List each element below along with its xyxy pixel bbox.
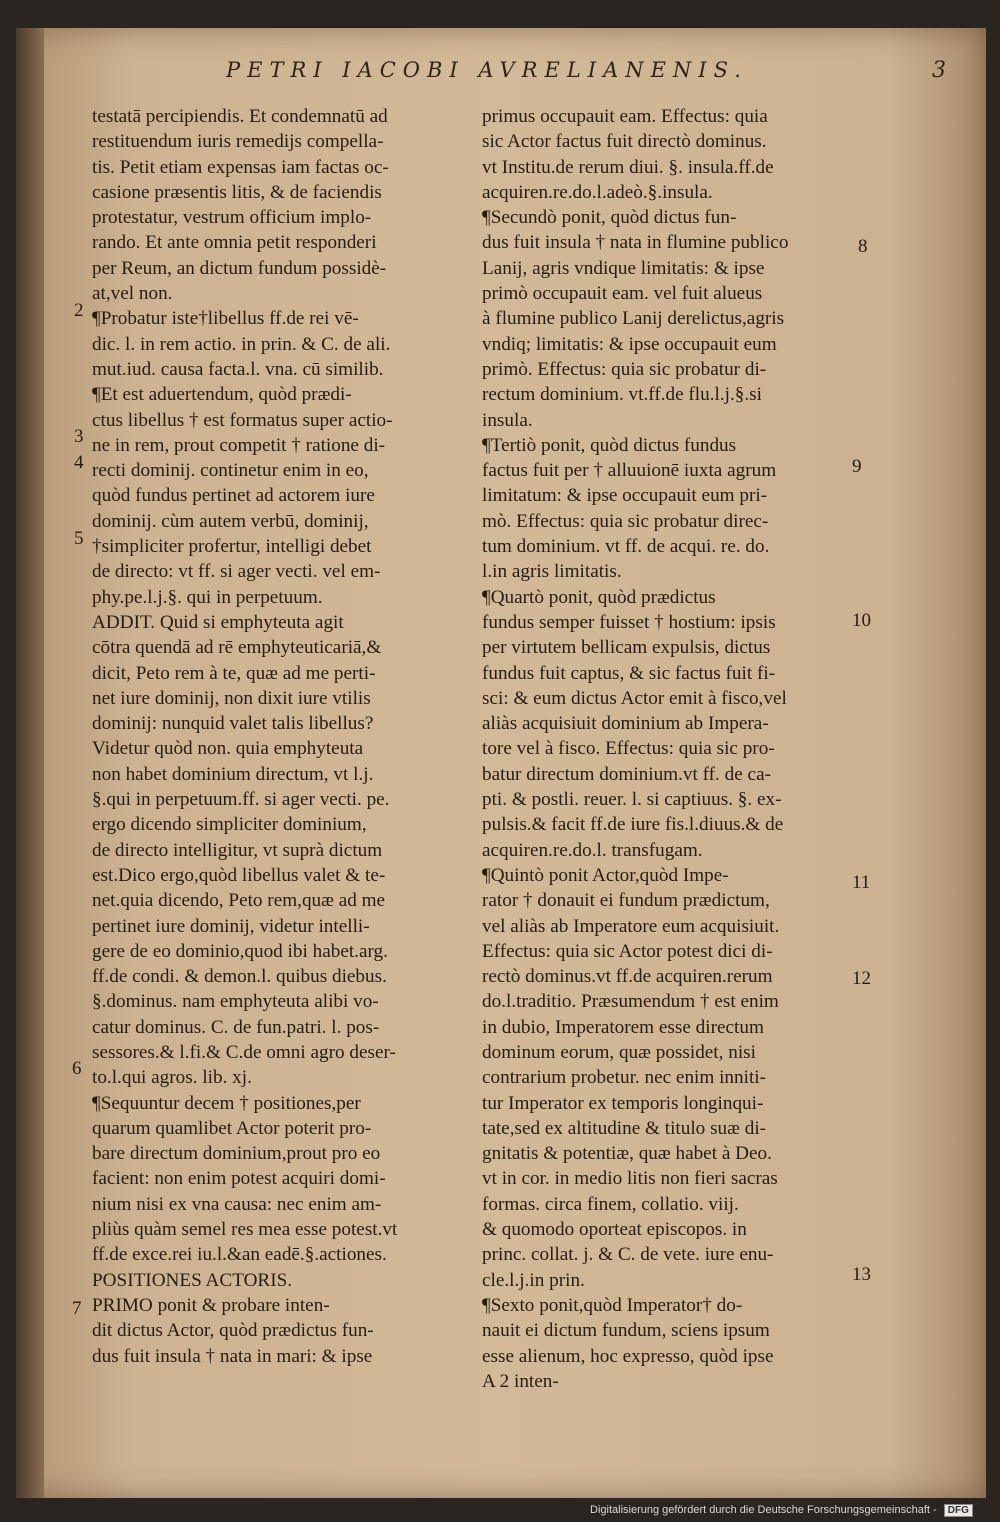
text-line: PRIMO ponit & probare inten- [92,1294,330,1316]
text-line: dominij. cùm autem verbū, dominij, [92,510,369,532]
text-line: rectò dominus.vt ff.de acquiren.rerum [482,966,773,988]
text-line: vndiq; limitatis: & ipse occupauit eum [482,333,777,355]
text-line: rectum dominium. vt.ff.de flu.l.j.§.si [482,384,762,406]
credit-text: Digitalisierung gefördert durch die Deutsche Forschungsgemeinschaft - [590,1504,937,1516]
page-number: 3 [932,58,946,83]
margin-note-number: 8 [858,236,868,257]
text-line: acquiren.re.do.l. transfugam. [482,839,703,861]
text-line: phy.pe.l.j.§. qui in perpetuum. [92,586,323,608]
text-line: ergo dicendo simpliciter dominium, [92,814,367,836]
margin-note-number: 12 [852,968,871,989]
text-line: sic Actor factus fuit directò dominus. [482,131,767,153]
margin-note-number: 4 [74,452,84,473]
text-line: princ. collat. j. & C. de vete. iure enu- [482,1244,774,1266]
text-line: rator † donauit ei fundum prædictum, [482,890,770,912]
text-line: primò. Effectus: quia sic probatur di- [482,358,767,380]
text-line: insula. [482,409,533,431]
margin-note-number: 11 [852,872,871,893]
text-line: to.l.qui agros. lib. xj. [92,1067,252,1089]
text-line: tore vel à fisco. Effectus: quia sic pro- [482,738,775,760]
text-line: nauit ei dictum fundum, sciens ipsum [482,1320,770,1342]
text-line: fundus semper fuisset † hostium: ipsis [482,611,776,633]
digitization-credit [590,1504,970,1520]
text-line: & quomodo oporteat episcopos. in [482,1219,747,1241]
text-line: †simpliciter profertur, intelligi debet [92,536,372,558]
text-line: contrarium probetur. nec enim inniti- [482,1067,766,1089]
margin-note-number: 6 [72,1058,82,1079]
text-line: at,vel non. [92,283,173,305]
text-line: dic. l. in rem actio. in prin. & C. de ali. [92,333,391,355]
text-line: pulsis.& facit ff.de iure fis.l.diuus.& de [482,814,784,836]
text-line: quarum quamlibet Actor poterit pro- [92,1117,372,1139]
text-line: gere de eo dominio,quod ibi habet.arg. [92,940,388,962]
text-line: net.quia dicendo, Peto rem,quæ ad me [92,890,386,912]
text-line: per Reum, an dictum fundum possidè- [92,257,387,279]
text-line: catur dominus. C. de fun.patri. l. pos- [92,1016,380,1038]
text-line: de directo: vt ff. si ager vecti. vel em- [92,561,381,583]
text-line: dominum eorum, quæ possidet, nisi [482,1041,756,1063]
text-line: Lanij, agris vndique limitatis: & ipse [482,257,765,279]
text-line: testatā percipiendis. Et condemnatū ad [92,106,388,127]
text-line: Videtur quòd non. quia emphyteuta [92,738,364,760]
text-line: mò. Effectus: quia sic probatur direc- [482,510,769,532]
text-line: ¶Probatur iste†libellus ff.de rei vē- [92,308,359,330]
text-line: facient: non enim potest acquiri domi- [92,1168,386,1190]
text-line: ¶Tertiò ponit, quòd dictus fundus [482,434,737,456]
text-line: factus fuit per † alluuionē iuxta agrum [482,460,777,482]
margin-note-number: 5 [74,528,84,549]
text-line: per virtutem bellicam expulsis, dictus [482,637,771,659]
text-line: esse alienum, hoc expresso, quòd ipse [482,1345,774,1367]
margin-note-number: 9 [852,456,862,477]
text-line: primus occupauit eam. Effectus: quia [482,106,768,127]
text-line: ne in rem, prout competit † ratione di- [92,434,386,456]
text-line: à flumine publico Lanij derelictus,agris [482,308,785,330]
text-line: tis. Petit etiam expensas iam factas oc- [92,156,389,178]
running-header [226,52,946,92]
margin-note-number: 3 [74,426,84,447]
margin-note-number: 2 [74,300,84,321]
text-line: est.Dico ergo,quòd libellus valet & te- [92,864,386,886]
text-line: ¶Sequuntur decem † positiones,per [92,1092,361,1114]
text-line: pti. & postli. reuer. l. si captiuus. §. ex- [482,789,782,811]
text-line: nium nisi ex vna causa: nec enim am- [92,1193,382,1215]
text-line: dus fuit insula † nata in flumine publico [482,232,789,254]
text-line: dicit, Peto rem à te, quæ ad me perti- [92,662,376,684]
text-line: tur Imperator ex temporis longinqui- [482,1092,764,1114]
text-line: ¶Secundò ponit, quòd dictus fun- [482,207,737,229]
text-line: vt in cor. in medio litis non fieri sacras [482,1168,778,1190]
text-line: §.qui in perpetuum.ff. si ager vecti. pe. [92,789,390,811]
text-line: dit dictus Actor, quòd prædictus fun- [92,1320,374,1342]
text-line: ff.de exce.rei iu.l.&an eadē.§.actiones. [92,1244,387,1266]
margin-note-number: 10 [852,610,871,631]
text-line: tate,sed ex altitudine & titulo suæ di- [482,1117,767,1139]
text-line: de directo intelligitur, vt suprà dictum [92,839,383,861]
text-line: sessores.& l.fi.& C.de omni agro deser- [92,1041,396,1063]
dfg-logo-badge: DFG [944,1504,973,1517]
text-line: ADDIT. Quid si emphyteuta agit [92,611,344,633]
text-line: ff.de condi. & demon.l. quibus diebus. [92,966,387,988]
text-line: fundus fuit captus, & sic factus fuit fi- [482,662,776,684]
text-line: protestatur, vestrum officium implo- [92,207,372,229]
text-line: sci: & eum dictus Actor emit à fisco,vel [482,687,787,709]
text-line: A 2 inten- [482,1370,559,1392]
text-line: tum dominium. vt ff. de acqui. re. do. [482,536,770,558]
text-line: formas. circa finem, collatio. viij. [482,1193,739,1215]
text-line: acquiren.re.do.l.adeò.§.insula. [482,181,713,203]
margin-note-number: 7 [72,1298,82,1319]
text-line: l.in agris limitatis. [482,561,622,583]
right-text-column [482,104,846,1394]
left-text-column [92,104,462,1369]
text-line: quòd fundus pertinet ad actorem iure [92,485,375,507]
text-line: limitatum: & ipse occupauit eum pri- [482,485,768,507]
text-line: primò occupauit eam. vel fuit alueus [482,283,763,305]
text-line: pliùs quàm semel res mea esse potest.vt [92,1219,398,1241]
text-line: do.l.traditio. Præsumendum † est enim [482,991,779,1013]
page-binding-edge [16,28,44,1498]
text-line: aliàs acquisiuit dominium ab Impera- [482,713,769,735]
text-line: mut.iud. causa facta.l. vna. cū similib. [92,358,384,380]
text-line: vt Institu.de rerum diui. §. insula.ff.de [482,156,774,178]
text-line: pertinet iure dominij, videtur intelli- [92,915,370,937]
text-line: cōtra quendā ad rē emphyteuticariā,& [92,637,382,659]
text-line: §.dominus. nam emphyteuta alibi vo- [92,991,379,1013]
text-line: bare directum dominium,prout pro eo [92,1143,381,1165]
text-line: Effectus: quia sic Actor potest dici di- [482,940,773,962]
text-line: cle.l.j.in prin. [482,1269,585,1291]
text-line: net iure dominij, non dixit iure vtilis [92,687,371,709]
margin-note-number: 13 [852,1264,871,1285]
text-line: casione præsentis litis, & de faciendis [92,181,382,203]
text-line: restituendum iuris remedijs compella- [92,131,384,153]
text-line: ¶Quintò ponit Actor,quòd Impe- [482,864,729,886]
header-title: PETRI IACOBI AVRELIANENIS. [226,58,748,82]
text-line: non habet dominium directum, vt l.j. [92,763,374,785]
text-line: rando. Et ante omnia petit responderi [92,232,377,254]
text-line: POSITIONES ACTORIS. [92,1269,293,1291]
text-line: recti dominij. continetur enim in eo, [92,460,369,482]
text-line: in dubio, Imperatorem esse directum [482,1016,764,1038]
text-line: gnitatis & potentiæ, quæ habet à Deo. [482,1143,772,1165]
text-line: dus fuit insula † nata in mari: & ipse [92,1345,373,1367]
text-line: ctus libellus † est formatus super actio- [92,409,393,431]
text-line: batur directum dominium.vt ff. de ca- [482,763,771,785]
text-line: ¶Sexto ponit,quòd Imperator† do- [482,1294,743,1316]
text-line: ¶Quartò ponit, quòd prædictus [482,586,716,608]
text-line: ¶Et est aduertendum, quòd prædi- [92,384,352,406]
text-line: vel aliàs ab Imperatore eum acquisiuit. [482,915,780,937]
text-line: dominij: nunquid valet talis libellus? [92,713,374,735]
